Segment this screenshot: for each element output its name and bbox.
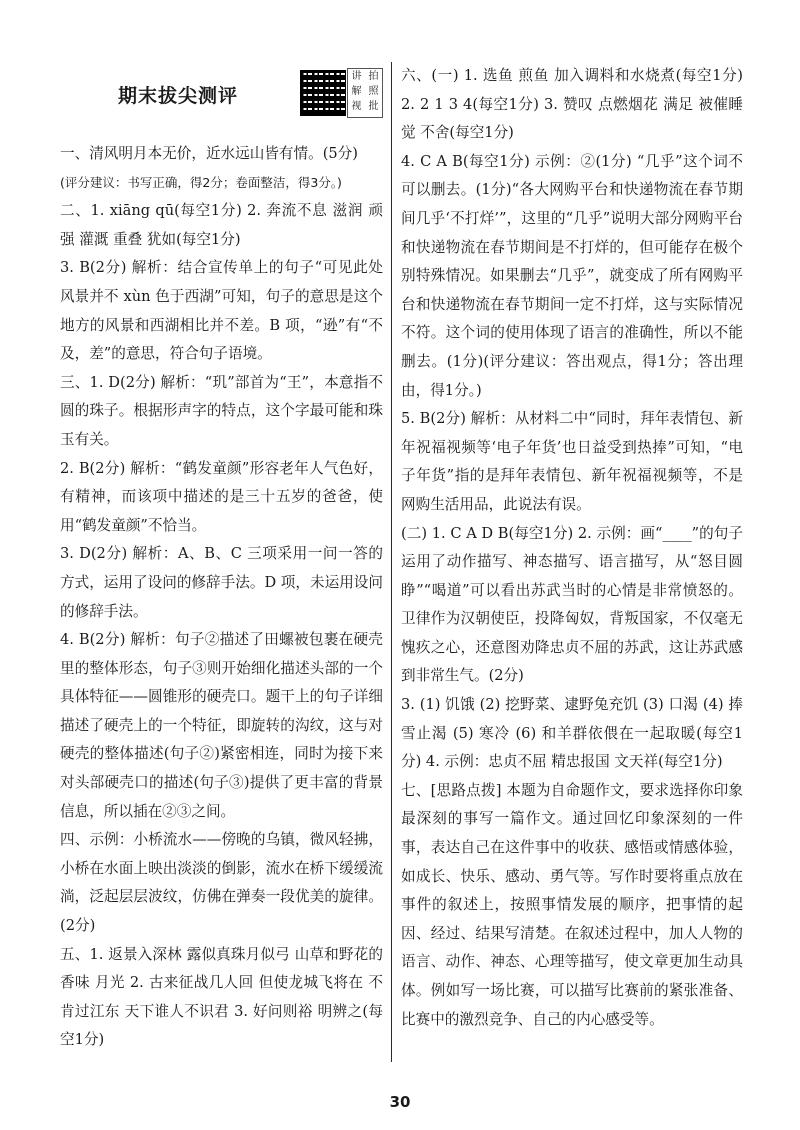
answer-paragraph: 2. B(2分) 解析：“鹤发童颜”形容老年人气色好，有精神，而该项中描述的是三十五岁的爸爸，使用“鹤发童颜”不恰当。 bbox=[60, 459, 383, 534]
answer-paragraph: 二、1. xiāng qū(每空1分) 2. 奔流不息 滋润 顽强 灌溉 重叠 犹如(每空1分) bbox=[60, 202, 383, 248]
answer-paragraph: 三、1. D(2分) 解析：“玑”部首为“王”，本意指不圆的珠子。根据形声字的特点，这个字最可能和珠玉有关。 bbox=[60, 373, 383, 448]
qr-label: 解 bbox=[351, 86, 362, 97]
answer-paragraph: 5. B(2分) 解析：从材料二中“同时，拜年表情包、新年祝福视频等‘电子年货’也日益受到热捧”可知，“电子年货”指的是拜年表情包、新年祝福视频等，不是网购生活用品，此说法有误。 bbox=[401, 410, 743, 513]
answer-paragraph: 四、示例：小桥流水——傍晚的乌镇，微风轻拂，小桥在水面上映出淡淡的倒影，流水在桥下缓缓流淌，泛起层层波纹，仿佛在弹奏一段优美的旋律。(2分) bbox=[60, 831, 383, 935]
answer-paragraph: 3. (1) 饥饿 (2) 挖野菜、逮野兔充饥 (3) 口渴 (4) 捧雪止渴 (5) 寒冷 (6) 和羊群依偎在一起取暖(每空1分) 4. 示例：忠贞不屈 精忠报国 文天祥(每空1分) bbox=[401, 696, 743, 771]
qr-label: 照 bbox=[368, 86, 379, 97]
answer-paragraph: 3. B(2分) 解析：结合宣传单上的句子“可见此处风景并不 xùn 色于西湖”可知，句子的意思是这个地方的风景和西湖相比并不差。B 项，“逊”有“不及，差”的意思，符合句子语境。 bbox=[60, 259, 383, 363]
page-title: 期末拔尖测评 bbox=[118, 85, 239, 107]
answer-paragraph: (二) 1. C A D B(每空1分) 2. 示例：画“____”的句子运用了动作描写、神态描写、语言描写，从“怒目圆睁”“喝道”可以看出苏武当时的心情是非常愤怒的。卫律作为汉朝使臣，投降匈奴，背叛国家，不仅毫无愧疚之心，还意图劝降忠贞不屈的苏武，这让苏武感到非常生气。(2分) bbox=[401, 524, 743, 685]
qr-label: 批 bbox=[368, 101, 379, 112]
qr-label: 视 bbox=[351, 101, 362, 112]
answer-paragraph: 4. B(2分) 解析：句子②描述了田螺被包裹在硬壳里的整体形态，句子③则开始细化描述头部的一个具体特征——圆锥形的硬壳口。题干上的句子详细描述了硬壳上的一个特征，即旋转的沟纹，这与对硬壳的整体描述(句子②)紧密相连，同时为接下来对头部硬壳口的描述(句子③)提供了更丰富的背景信息，所以插在②③之间。 bbox=[60, 631, 383, 820]
page-number: 30 bbox=[389, 1093, 411, 1111]
answer-paragraph: 七、[思路点拨] 本题为自命题作文，要求选择你印象最深刻的事写一篇作文。通过回忆印象深刻的一件事，表达自己在这件事中的收获、感悟或情感体验，如成长、快乐、感动、勇气等。写作时要将重点放在事件的叙述上，按照事情发展的顺序，把事情的起因、经过、结果写清楚。在叙述过程中，加人人物的语言、动作、神态、心理等描写，使文章更加生动具体。例如写一场比赛，可以描写比赛前的紧张准备、比赛中的激烈竞争、自己的内心感受等。 bbox=[401, 781, 743, 1028]
answer-paragraph: 一、清风明月本无价，近水远山皆有情。(5分) bbox=[60, 145, 358, 162]
answer-paragraph: 六、(一) 1. 选鱼 煎鱼 加入调料和水烧煮(每空1分) 2. 2 1 3 4(每空1分) 3. 赞叹 点燃烟花 满足 被催睡觉 不舍(每空1分) bbox=[401, 67, 743, 142]
column-divider bbox=[391, 62, 392, 1062]
page-header bbox=[60, 60, 383, 140]
answer-paragraph: 3. D(2分) 解析：A、B、C 三项采用一问一答的方式，运用了设问的修辞手法。D 项，未运用设问的修辞手法。 bbox=[60, 545, 383, 620]
scoring-note: (评分建议：书写正确，得2分；卷面整洁，得3分。) bbox=[60, 174, 342, 190]
answer-paragraph: 4. C A B(每空1分) 示例：②(1分) “几乎”这个词不可以删去。(1分)“各大网购平台和快递物流在春节期间几乎‘不打烊’”，这里的“几乎”说明大部分网购平台和快递物流在春节期间是不打烊的，但可能存在极个别特殊情况。如果删去“几乎”，就变成了所有网购平台和快递物流在春节期间一定不打烊，这与实际情况不符。这个词的使用体现了语言的准确性，所以不能删去。(1分)(评分建议：答出观点，得1分；答出理由，得1分。) bbox=[401, 152, 743, 399]
qr-label: 讲 bbox=[351, 71, 362, 82]
right-column bbox=[401, 62, 743, 1034]
qr-label: 拍 bbox=[368, 71, 379, 82]
qr-code-icon[interactable] bbox=[300, 70, 346, 116]
qr-labels bbox=[347, 68, 383, 118]
answer-paragraph: 五、1. 返景入深林 露似真珠月似弓 山草和野花的香味 月光 2. 古来征战几人回 但使龙城飞将在 不肯过江东 天下谁人不识君 3. 好问则裕 明辨之(每空1分) bbox=[60, 945, 383, 1049]
left-column bbox=[60, 60, 383, 1055]
